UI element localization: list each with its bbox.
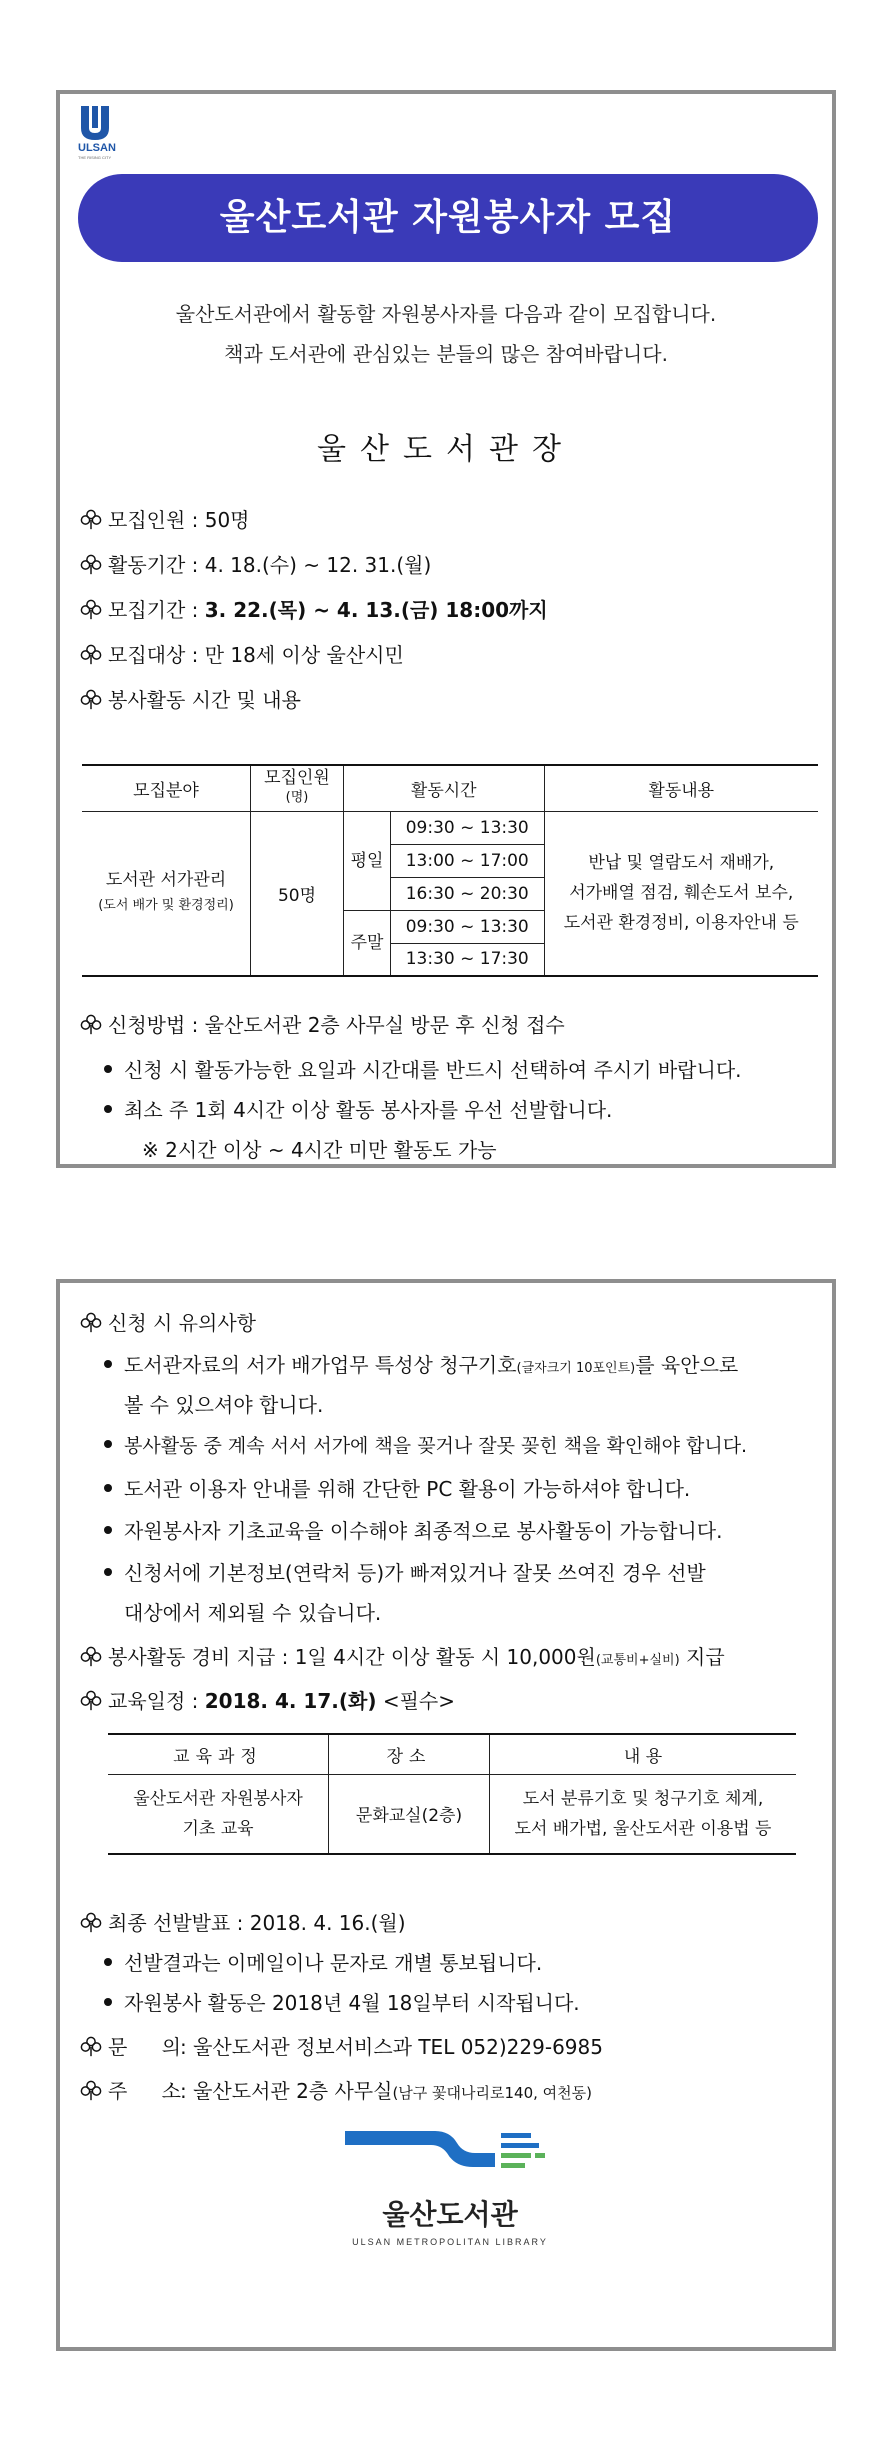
item-recruit-period: 모집기간 : 3. 22.(목) ~ 4. 13.(금) 18:00까지 bbox=[80, 594, 548, 623]
caution-bullet-continued: 대상에서 제외될 수 있습니다. bbox=[124, 1601, 382, 1625]
time-cell: 09:30 ~ 13:30 bbox=[391, 811, 545, 844]
item-apply-method: 신청방법 : 울산도서관 2층 사무실 방문 후 신청 접수 bbox=[80, 1009, 565, 1038]
header-content: 활동내용 bbox=[544, 765, 818, 811]
caution-bullet: 봉사활동 중 계속 서서 서가에 책을 꽂거나 잘못 꽂힌 책을 확인해야 합니다. bbox=[104, 1431, 747, 1458]
header-course: 교육과정 bbox=[108, 1734, 329, 1774]
schedule-table bbox=[82, 764, 818, 977]
header-place: 장소 bbox=[329, 1734, 490, 1774]
time-cell: 13:30 ~ 17:30 bbox=[391, 943, 545, 976]
intro-line-2: 책과 도서관에 관심있는 분들의 많은 참여바랍니다. bbox=[224, 342, 668, 366]
item-activity-time bbox=[80, 684, 301, 713]
time-cell: 16:30 ~ 20:30 bbox=[391, 877, 545, 910]
item-label: 모집인원 bbox=[108, 508, 186, 532]
item-value: 만 18세 이상 울산시민 bbox=[204, 643, 404, 667]
caution-bullet: 자원봉사자 기초교육을 이수해야 최종적으로 봉사활동이 가능합니다. bbox=[104, 1515, 722, 1544]
item-label: 활동기간 bbox=[108, 553, 186, 577]
clover-icon bbox=[80, 2080, 102, 2102]
expense-item: 봉사활동 경비 지급 : 1일 4시간 이상 활동 시 10,000원(교통비+실비) 지급 bbox=[80, 1641, 725, 1670]
clover-icon bbox=[80, 1312, 102, 1334]
item-activity-period: 활동기간 : 4. 18.(수) ~ 12. 31.(월) bbox=[80, 549, 431, 578]
recruitment-notice-panel bbox=[56, 90, 836, 1168]
item-label: 모집기간 bbox=[108, 598, 186, 622]
ulsan-city-logo bbox=[78, 104, 128, 164]
clover-icon bbox=[80, 2036, 102, 2058]
caution-bullet: 도서관 이용자 안내를 위해 간단한 PC 활용이 가능하셔야 합니다. bbox=[104, 1473, 690, 1502]
clover-icon bbox=[80, 554, 102, 576]
header-content: 내 용 bbox=[490, 1734, 797, 1774]
content-cell: 도서 분류기호 및 청구기호 체계, 도서 배가법, 울산도서관 이용법 등 bbox=[490, 1774, 797, 1854]
final-bullet: 선발결과는 이메일이나 문자로 개별 통보됩니다. bbox=[104, 1947, 542, 1976]
item-value: 50명 bbox=[204, 508, 250, 532]
signature: 울산도서관장 bbox=[317, 432, 575, 467]
inquiry-item: 문 의: 울산도서관 정보서비스과 TEL 052)229-6985 bbox=[80, 2031, 603, 2060]
application-notes-panel bbox=[56, 1279, 836, 2351]
weekday-label: 평일 bbox=[344, 811, 391, 910]
clover-icon bbox=[80, 1646, 102, 1668]
item-value: 울산도서관 2층 사무실 방문 후 신청 접수 bbox=[204, 1013, 565, 1037]
library-wave-icon bbox=[345, 2123, 555, 2183]
education-table bbox=[108, 1733, 796, 1855]
ulsan-library-logo bbox=[345, 2123, 555, 2293]
caution-title: 신청 시 유의사항 bbox=[80, 1307, 256, 1336]
address-item: 주 소: 울산도서관 2층 사무실(남구 꽃대나리로140, 여천동) bbox=[80, 2075, 592, 2104]
item-label: 봉사활동 시간 및 내용 bbox=[108, 688, 301, 712]
item-label: 모집대상 bbox=[108, 643, 186, 667]
bullet-item: 최소 주 1회 4시간 이상 활동 봉사자를 우선 선발합니다. bbox=[104, 1094, 612, 1123]
bullet-item: 신청 시 활동가능한 요일과 시간대를 반드시 선택하여 주시기 바랍니다. bbox=[104, 1054, 742, 1083]
intro-line-1: 울산도서관에서 활동할 자원봉사자를 다음과 같이 모집합니다. bbox=[175, 302, 717, 326]
field-cell: 도서관 서가관리 (도서 배가 및 환경정리) bbox=[82, 811, 251, 976]
caution-bullet: 신청서에 기본정보(연락처 등)가 빠져있거나 잘못 쓰여진 경우 선발 bbox=[104, 1557, 706, 1586]
final-bullet: 자원봉사 활동은 2018년 4월 18일부터 시작됩니다. bbox=[104, 1987, 580, 2016]
logo-text: ULSAN bbox=[78, 142, 116, 154]
item-value: 3. 22.(목) ~ 4. 13.(금) 18:00까지 bbox=[204, 598, 548, 622]
item-label: 신청방법 bbox=[108, 1013, 186, 1037]
header-count: 모집인원 (명) bbox=[251, 765, 344, 811]
caution-bullet-continued: 볼 수 있으셔야 합니다. bbox=[124, 1393, 324, 1417]
caution-bullet: 도서관자료의 서가 배가업무 특성상 청구기호(글자크기 10포인트)를 육안으로 bbox=[104, 1349, 738, 1378]
item-target: 모집대상 : 만 18세 이상 울산시민 bbox=[80, 639, 404, 668]
clover-icon bbox=[80, 689, 102, 711]
clover-icon bbox=[80, 1014, 102, 1036]
header-time: 활동시간 bbox=[344, 765, 545, 811]
clover-icon bbox=[80, 509, 102, 531]
time-cell: 13:00 ~ 17:00 bbox=[391, 844, 545, 877]
item-recruit-count: 모집인원 : 50명 bbox=[80, 504, 250, 533]
logo-tagline: THE RISING CITY bbox=[78, 155, 112, 160]
clover-icon bbox=[80, 599, 102, 621]
header-field: 모집분야 bbox=[82, 765, 251, 811]
final-announcement: 최종 선발발표 : 2018. 4. 16.(월) bbox=[80, 1907, 406, 1936]
library-english-name: ULSAN METROPOLITAN LIBRARY bbox=[352, 2237, 548, 2247]
clover-icon bbox=[80, 644, 102, 666]
education-item: 교육일정 : 2018. 4. 17.(화) <필수> bbox=[80, 1685, 455, 1714]
ulsan-logo-icon bbox=[78, 104, 112, 142]
weekend-label: 주말 bbox=[344, 910, 391, 976]
clover-icon bbox=[80, 1912, 102, 1934]
item-value: 4. 18.(수) ~ 12. 31.(월) bbox=[204, 553, 432, 577]
course-cell: 울산도서관 자원봉사자 기초 교육 bbox=[108, 1774, 329, 1854]
count-cell: 50명 bbox=[251, 811, 344, 976]
content-cell: 반납 및 열람도서 재배가, 서가배열 점검, 훼손도서 보수, 도서관 환경정비, 이용자안내 등 bbox=[544, 811, 818, 976]
page-title: 울산도서관 자원봉사자 모집 bbox=[78, 174, 818, 262]
time-cell: 09:30 ~ 13:30 bbox=[391, 910, 545, 943]
clover-icon bbox=[80, 1690, 102, 1712]
note-text: ※ 2시간 이상 ~ 4시간 미만 활동도 가능 bbox=[142, 1138, 497, 1162]
library-name: 울산도서관 bbox=[382, 2198, 518, 2231]
place-cell: 문화교실(2층) bbox=[329, 1774, 490, 1854]
